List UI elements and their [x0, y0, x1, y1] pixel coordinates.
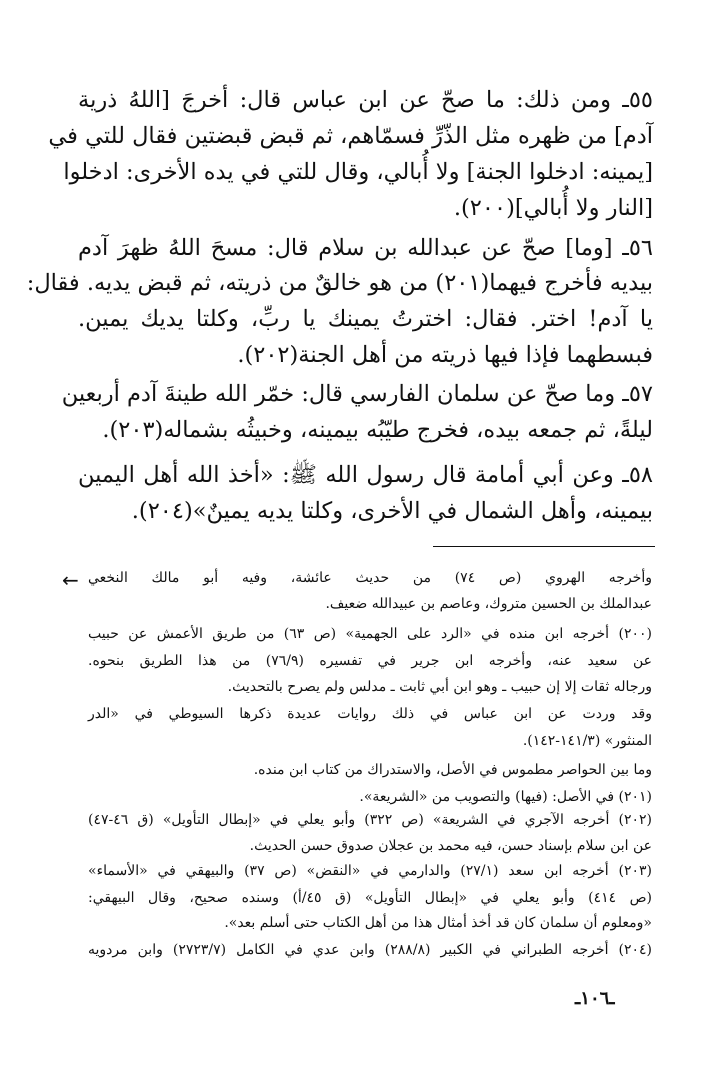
continuation-arrow-icon: ←	[62, 568, 79, 592]
footnote-line: (٢٠٤) أخرجه الطبراني في الكبير (٢٨٨/٨) وابن عدي في الكامل (٢٧٢٣/٧) وابن مردويه	[88, 942, 653, 958]
main-line: ليلةً، ثم جمعه بيده، فخرج طيّبُه بيمينه، وخبيثُه بشماله(٢٠٣).	[102, 417, 653, 443]
main-line: [يمينه: ادخلوا الجنة] ولا أُبالي، وقال للتي في يده الأخرى: ادخلوا	[63, 159, 653, 185]
footnote-line: وأخرجه الهروي (ص ٧٤) من حديث عائشة، وفيه أبو مالك النخعي	[88, 570, 652, 586]
footnote-line: ورجاله ثقات إلا إن حبيب ـ وهو ابن أبي ثابت ـ مدلس ولم يصرح بالتحديث.	[227, 679, 652, 695]
footnote-line: عن سعيد عنه، وأخرجه ابن جرير في تفسيره (٧٦/٩) من هذا الطريق بنحوه.	[88, 653, 653, 669]
main-line: ٥٨ـ وعن أبي أمامة قال رسول الله ﷺ: «أخذ الله أهل اليمين	[78, 462, 653, 488]
footnote-line: المنثور» (١٤١/٣-١٤٢).	[522, 733, 652, 749]
footnote-line: عن ابن سلام بإسناد حسن، فيه محمد بن عجلان صدوق حسن الحديث.	[249, 838, 652, 854]
main-line: فبسطهما فإذا فيها ذريته من أهل الجنة(٢٠٢).	[237, 342, 653, 368]
footnote-line: وقد وردت عن ابن عباس في ذلك روايات عديدة ذكرها السيوطي في «الدر	[88, 706, 652, 722]
footnote-line: (ص ٤١٤) وأبو يعلي في «إبطال التأويل» (ق ٤٥/أ) وسنده صحيح، وقال البيهقي:	[88, 890, 652, 906]
footnote-line: (٢٠٠) أخرجه ابن منده في «الرد على الجهمية» (ص ٦٣) من طريق الأعمش عن حبيب	[88, 626, 652, 642]
main-line: ٥٧ـ وما صحّ عن سلمان الفارسي قال: خمّر الله طينةَ آدم أربعين	[61, 381, 653, 407]
main-line: آدم] من ظهره مثل الذّرِّ فسمّاهم، ثم قبض قبضتين فقال للتي في	[48, 123, 653, 149]
footnote-line: (٢٠٣) أخرجه ابن سعد (٢٧/١) والدارمي في «النقض» (ص ٣٧) والبيهقي في «الأسماء»	[88, 863, 653, 879]
footnote-line: (٢٠٢) أخرجه الآجري في الشريعة» (ص ٣٢٢) وأبو يعلي في «إبطال التأويل» (ق ٤٦-٤٧)	[88, 812, 652, 828]
main-line: بيديه فأخرج فيهما(٢٠١) من هو خالقٌ من ذريته، ثم قبض يديه. فقال:	[26, 270, 653, 296]
footnote-line: وما بين الحواصر مطموس في الأصل، والاستدراك من كتاب ابن منده.	[253, 762, 652, 778]
footnote-line: (٢٠١) في الأصل: (فيها) والتصويب من «الشريعة».	[359, 789, 652, 805]
main-line: بيمينه، وأهل الشمال في الأخرى، وكلتا يديه يمينٌ»(٢٠٤).	[131, 498, 653, 524]
main-line: [النار ولا أُبالي](٢٠٠).	[453, 195, 653, 221]
page-number: ـ١٠٦ـ	[575, 988, 615, 1009]
main-line: ٥٥ـ ومن ذلك: ما صحّ عن ابن عباس قال: أخرجَ [اللهُ ذرية	[78, 87, 653, 113]
main-line: يا آدم! اختر. فقال: اخترتُ يمينك يا ربِّ، وكلتا يديك يمين.	[78, 306, 653, 332]
footnote-line: عبدالملك بن الحسين متروك، وعاصم بن عبيدالله ضعيف.	[325, 596, 652, 612]
main-line: ٥٦ـ [وما] صحّ عن عبدالله بن سلام قال: مسحَ اللهُ ظهرَ آدم	[78, 235, 653, 261]
footnote-divider	[433, 546, 655, 547]
footnote-line: «ومعلوم أن سلمان كان قد أخذ أمثال هذا من أهل الكتاب حتى أسلم بعد».	[224, 915, 652, 931]
